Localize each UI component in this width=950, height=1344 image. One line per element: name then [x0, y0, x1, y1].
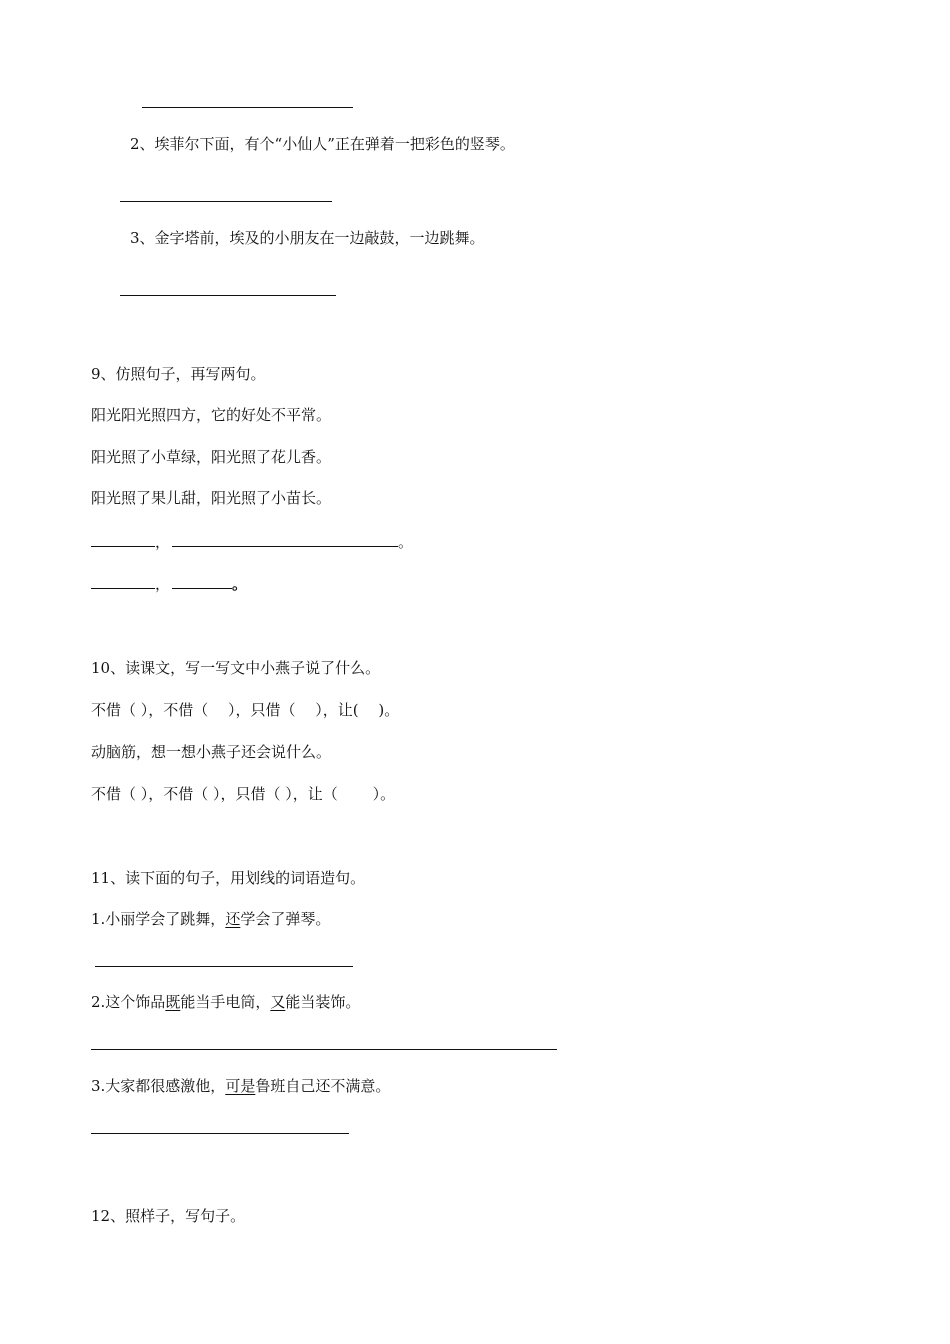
- q9-example-line-1: 阳光阳光照四方，它的好处不平常。: [91, 406, 332, 424]
- answer-line-q11-3[interactable]: [91, 1133, 349, 1134]
- q11-s1-text-b: 学会了弹琴。: [240, 910, 331, 928]
- q9-example-line-3: 阳光照了果儿甜，阳光照了小苗长。: [91, 489, 332, 507]
- q11-s1-text-a: 1.小丽学会了跳舞，: [91, 910, 226, 928]
- q9-comma: ，: [155, 575, 171, 593]
- q11-s2-underlined-word-1: 既: [165, 993, 181, 1011]
- q8-sentence-2: 2、埃菲尔下面，有个“小仙人”正在弹着一把彩色的竖琴。: [130, 135, 515, 153]
- q11-s3-text-a: 3.大家都很感激他，: [91, 1077, 226, 1095]
- q9-blank-1b[interactable]: [172, 532, 398, 547]
- q9-example-line-2: 阳光照了小草绿，阳光照了花儿香。: [91, 448, 332, 466]
- q9-title: 9、仿照句子，再写两句。: [91, 365, 266, 383]
- q11-s3-underlined-word: 可是: [225, 1077, 256, 1095]
- q11-s1-underlined-word: 还: [225, 910, 241, 928]
- q8-sentence-3: 3、金字塔前，埃及的小朋友在一边敲鼓，一边跳舞。: [130, 229, 485, 247]
- answer-line-q11-2[interactable]: [91, 1049, 557, 1050]
- q11-sentence-2: [91, 992, 360, 1012]
- q11-s2-text-a: 2.这个饰品: [91, 993, 166, 1011]
- q9-period-1: 。: [398, 533, 414, 551]
- answer-line-q8-1[interactable]: [142, 107, 353, 108]
- q11-s2-text-b: 能当手电筒，: [180, 993, 271, 1011]
- q10-line-3[interactable]: 不借（ ），不借（ ），只借（ ），让（ ）。: [91, 785, 396, 803]
- q9-blank-2a[interactable]: [91, 574, 155, 589]
- answer-line-q8-3[interactable]: [120, 295, 336, 296]
- q11-s3-text-b: 鲁班自己还不满意。: [255, 1077, 391, 1095]
- q11-sentence-1: [91, 909, 330, 929]
- q9-comma: ，: [155, 533, 171, 551]
- q10-line-1[interactable]: 不借（ ），不借（ ），只借（ ），让( )。: [91, 701, 400, 719]
- q11-s2-text-c: 能当装饰。: [285, 993, 361, 1011]
- answer-line-q8-2[interactable]: [120, 201, 332, 202]
- q11-title: 11、读下面的句子，用划线的词语造句。: [91, 869, 366, 887]
- q11-sentence-3: [91, 1076, 390, 1096]
- answer-line-q11-1[interactable]: [95, 966, 353, 967]
- q9-blank-2b[interactable]: [172, 574, 232, 589]
- q9-blank-1a[interactable]: [91, 532, 155, 547]
- q9-answer-row-2: [91, 574, 247, 594]
- q9-period-2: 。: [232, 575, 248, 593]
- q11-s2-underlined-word-2: 又: [270, 993, 286, 1011]
- q9-answer-row-1: [91, 532, 413, 552]
- q10-line-2: 动脑筋，想一想小燕子还会说什么。: [91, 743, 332, 761]
- q12-title: 12、照样子，写句子。: [91, 1207, 246, 1225]
- q10-title: 10、读课文，写一写文中小燕子说了什么。: [91, 659, 381, 677]
